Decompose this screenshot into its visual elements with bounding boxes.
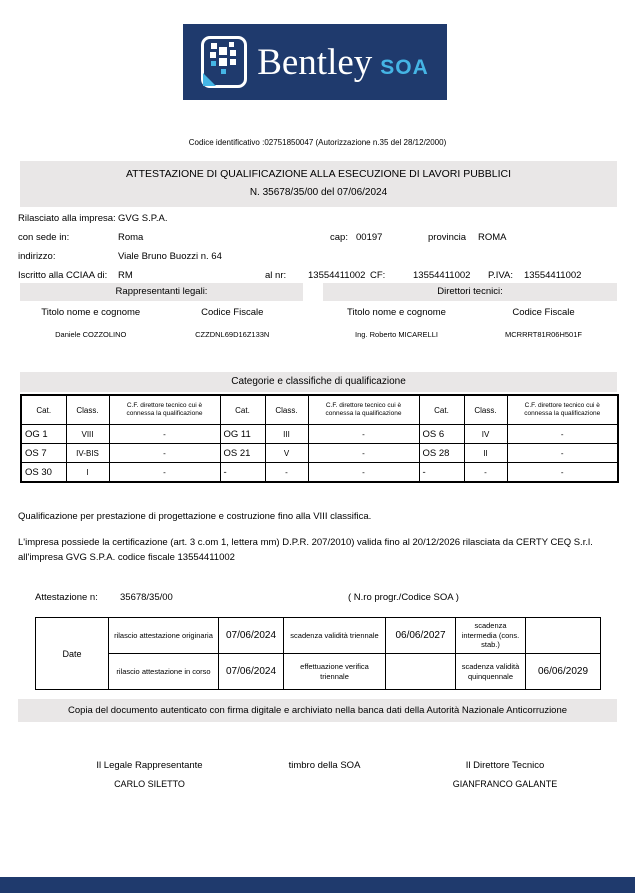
attestation-title: ATTESTAZIONE DI QUALIFICAZIONE ALLA ESECUZIONE DI LAVORI PUBBLICI <box>125 168 512 180</box>
cf-column-header: C.F. direttore tecnico cui è connessa la qualificazione <box>109 395 220 425</box>
class-cell: V <box>265 444 308 463</box>
class-cell: IV-BIS <box>66 444 109 463</box>
triennial-validity-label: scadenza validità triennale <box>284 618 386 654</box>
categories-table-header-row <box>21 395 618 425</box>
cf-value: 13554411002 <box>413 270 471 281</box>
intermediate-expiry-date <box>526 618 601 654</box>
class-cell: III <box>265 425 308 444</box>
folded-corner-icon <box>203 73 216 86</box>
bentley-document-mosaic-icon <box>201 36 247 88</box>
class-column-header: Class. <box>464 395 507 425</box>
category-cell: OS 28 <box>419 444 464 463</box>
category-cell: - <box>419 463 464 483</box>
category-cell: OS 30 <box>21 463 66 483</box>
quinquennial-validity-label: scadenza validità quinquennale <box>456 654 526 690</box>
triennial-validity-date: 06/06/2027 <box>386 618 456 654</box>
technical-directors-header: Direttori tecnici: <box>323 283 617 301</box>
class-cell: - <box>265 463 308 483</box>
triennial-check-date <box>386 654 456 690</box>
province-value: ROMA <box>478 232 507 243</box>
dates-table-row <box>36 618 601 654</box>
address-value: Viale Bruno Buozzi n. 64 <box>118 251 222 262</box>
categories-table-row <box>21 425 618 444</box>
seat-label: con sede in: <box>18 232 70 243</box>
company-row-released <box>18 211 618 230</box>
certification-paragraph: L'impresa possiede la certificazione (art. 3 c.om 1, lettera mm) D.P.R. 207/2010) valida fino al 20/12/2026 rilasciata da CERTY CEQ S.r.l. all'impresa GVG S.P.A. codice fiscale 13554411002 <box>18 537 593 563</box>
cf-cell: - <box>308 425 419 444</box>
cat-column-header: Cat. <box>419 395 464 425</box>
release-current-date: 07/06/2024 <box>219 654 284 690</box>
logo-brand-text: Bentley <box>257 41 373 83</box>
legal-representative-cf: CZZDNL69D16Z133N <box>195 330 270 339</box>
technical-name-column-header: Titolo nome e cognome <box>347 307 446 318</box>
legal-representatives-header: Rappresentanti legali: <box>20 283 303 301</box>
technical-cf-column-header: Codice Fiscale <box>512 307 575 318</box>
attestation-number-row <box>0 592 635 606</box>
attestation-number-line: N. 35678/35/00 del 07/06/2024 <box>249 187 388 198</box>
intermediate-expiry-label: scadenza intermedia (cons. stab.) <box>456 618 526 654</box>
technical-director-signature-name: GIANFRANCO GALANTE <box>452 779 558 789</box>
seat-city: Roma <box>118 232 144 243</box>
alnr-value: 13554411002 <box>308 270 366 281</box>
address-label: indirizzo: <box>18 251 56 262</box>
qualification-paragraph: Qualificazione per prestazione di progettazione e costruzione fino alla VIII classifica. <box>18 511 372 522</box>
legal-representative-name: Daniele COZZOLINO <box>55 330 127 339</box>
cciaa-value: RM <box>118 270 133 281</box>
province-label: provincia <box>428 232 467 243</box>
release-current-label: rilascio attestazione in corso <box>109 654 219 690</box>
legal-representative-signature-name: CARLO SILETTO <box>114 779 185 789</box>
legal-representatives-section <box>20 283 303 339</box>
dates-table <box>35 617 601 690</box>
dates-row-header: Date <box>36 618 109 690</box>
alnr-label: al nr: <box>265 270 287 281</box>
legal-cf-column-header: Codice Fiscale <box>201 307 264 318</box>
cf-column-header: C.F. direttore tecnico cui è connessa la qualificazione <box>507 395 618 425</box>
cf-cell: - <box>507 444 618 463</box>
soa-stamp-label: timbro della SOA <box>288 760 361 771</box>
cf-label: CF: <box>370 270 386 281</box>
technical-director-cf: MCRRRT81R06H501F <box>505 330 582 339</box>
cciaa-label: Iscritto alla CCIAA di: <box>18 270 108 281</box>
technical-director-signature <box>415 760 595 789</box>
technical-directors-section <box>323 283 617 339</box>
release-original-label: rilascio attestazione originaria <box>109 618 219 654</box>
company-details <box>18 211 618 287</box>
legal-representative-signature <box>62 760 237 789</box>
class-column-header: Class. <box>265 395 308 425</box>
cf-column-header: C.F. direttore tecnico cui è connessa la qualificazione <box>308 395 419 425</box>
category-cell: OS 7 <box>21 444 66 463</box>
categories-table-row <box>21 444 618 463</box>
piva-value: 13554411002 <box>524 270 582 281</box>
company-row-seat <box>18 230 618 249</box>
company-row-address <box>18 249 618 268</box>
triennial-check-label: effettuazione verifica triennale <box>284 654 386 690</box>
class-cell: VIII <box>66 425 109 444</box>
piva-label: P.IVA: <box>488 270 513 281</box>
company-name: GVG S.P.A. <box>118 213 168 224</box>
categories-table <box>20 394 619 483</box>
digital-copy-note: Copia del documento autenticato con firma digitale e archiviato nella banca dati della Autorità Nazionale Anticorruzione <box>18 699 617 722</box>
attestation-number: 35678/35/00 <box>120 592 173 603</box>
categories-table-row <box>21 463 618 483</box>
cf-cell: - <box>308 444 419 463</box>
cat-column-header: Cat. <box>220 395 265 425</box>
class-cell: IV <box>464 425 507 444</box>
legal-representative-signature-label: Il Legale Rappresentante <box>96 760 203 771</box>
release-original-date: 07/06/2024 <box>219 618 284 654</box>
class-cell: I <box>66 463 109 483</box>
attestation-note: ( N.ro progr./Codice SOA ) <box>348 592 459 603</box>
title-bar <box>20 161 617 207</box>
category-cell: - <box>220 463 265 483</box>
cf-cell: - <box>109 425 220 444</box>
class-cell: II <box>464 444 507 463</box>
quinquennial-validity-date: 06/06/2029 <box>526 654 601 690</box>
released-label: Rilasciato alla impresa: <box>18 213 116 224</box>
category-cell: OS 6 <box>419 425 464 444</box>
cf-cell: - <box>308 463 419 483</box>
bentley-soa-logo <box>183 24 447 100</box>
category-cell: OG 1 <box>21 425 66 444</box>
cf-cell: - <box>507 463 618 483</box>
category-cell: OS 21 <box>220 444 265 463</box>
class-cell: - <box>464 463 507 483</box>
categories-section-header: Categorie e classifiche di qualificazione <box>20 372 617 392</box>
cf-cell: - <box>507 425 618 444</box>
soa-stamp-area <box>252 760 397 771</box>
technical-director-name: Ing. Roberto MICARELLI <box>355 330 438 339</box>
attestation-label: Attestazione n: <box>35 592 98 603</box>
bottom-blue-bar <box>0 877 635 893</box>
cap-value: 00197 <box>356 232 383 243</box>
dates-table-row <box>36 654 601 690</box>
cf-cell: - <box>109 444 220 463</box>
cap-label: cap: <box>330 232 348 243</box>
cat-column-header: Cat. <box>21 395 66 425</box>
class-column-header: Class. <box>66 395 109 425</box>
category-cell: OG 11 <box>220 425 265 444</box>
legal-name-column-header: Titolo nome e cognome <box>41 307 141 318</box>
technical-director-signature-label: Il Direttore Tecnico <box>465 760 545 771</box>
cf-cell: - <box>109 463 220 483</box>
logo-suffix-text: SOA <box>380 55 429 79</box>
identification-code: Codice identificativo :02751850047 (Autorizzazione n.35 del 28/12/2000) <box>188 138 447 147</box>
